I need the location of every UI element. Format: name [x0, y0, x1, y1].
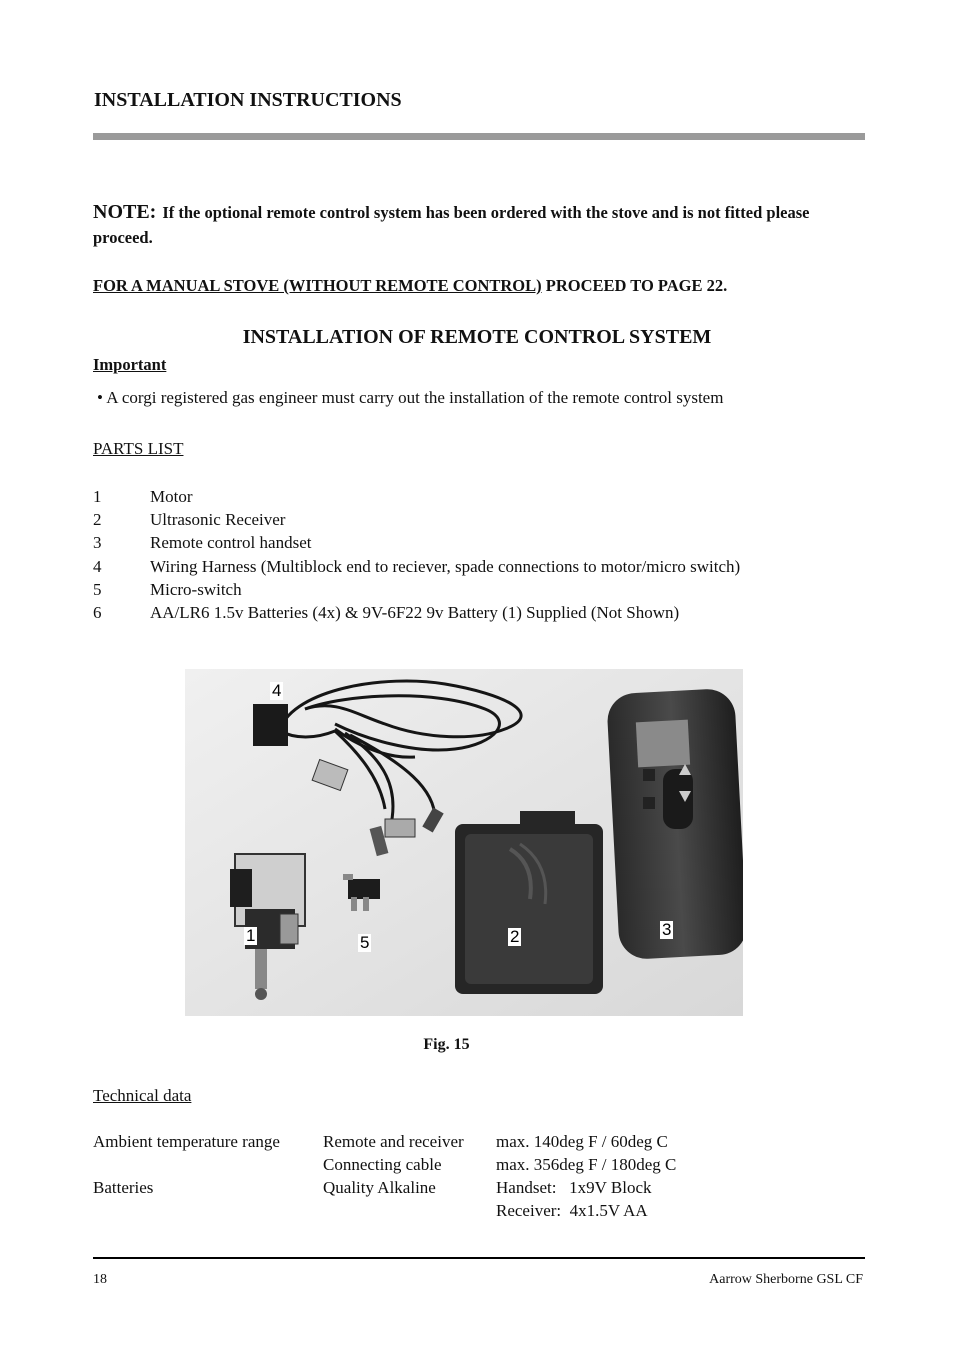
part-number: 3 [93, 533, 102, 553]
handset-auto-button [643, 769, 655, 781]
parts-list-item [93, 555, 740, 578]
part-number: 4 [93, 556, 102, 576]
tech-col-2: Connecting cable [323, 1155, 442, 1174]
important-bullet: • A corgi registered gas engineer must carry out the installation of the remote control system [97, 388, 724, 407]
tech-col-1: Ambient temperature range [93, 1132, 280, 1151]
photo-label-1: 1 [246, 926, 256, 945]
multiblock-connector [253, 704, 288, 746]
parts-list-heading: PARTS LIST [93, 439, 184, 458]
part-number: 5 [93, 579, 102, 599]
note-text: If the optional remote control system has been ordered with the stove and is not fitted please proceed. [93, 203, 810, 247]
tech-col-1: Batteries [93, 1178, 154, 1197]
part-label: Remote control handset [150, 533, 312, 553]
spade-connector [385, 819, 415, 837]
handset-timer-button [643, 797, 655, 809]
part-number: 6 [93, 602, 102, 622]
parts-list-item [93, 531, 740, 554]
header-divider [93, 133, 865, 140]
part-label: Ultrasonic Receiver [150, 510, 286, 530]
parts-photo [185, 669, 743, 1016]
page-number: 18 [93, 1272, 107, 1287]
photo-label-2: 2 [510, 927, 520, 946]
ultrasonic-receiver [455, 811, 603, 994]
technical-data-heading: Technical data [93, 1086, 192, 1105]
section-title: INSTALLATION OF REMOTE CONTROL SYSTEM [242, 326, 712, 348]
tech-col-2: Remote and receiver [323, 1132, 464, 1151]
part-number: 1 [93, 487, 102, 506]
handset-rocker-button [663, 769, 693, 829]
parts-list-item [93, 508, 740, 531]
tech-col-3: Handset: 1x9V Block [496, 1178, 652, 1197]
important-heading: Important [93, 355, 167, 374]
note-label: NOTE: [93, 201, 157, 223]
parts-list-item [93, 485, 740, 508]
manual-stove-underlined: FOR A MANUAL STOVE (WITHOUT REMOTE CONTROL) [93, 276, 542, 295]
document-name: Aarrow Sherborne GSL CF [709, 1272, 863, 1287]
footer-divider [93, 1257, 865, 1259]
part-label: AA/LR6 1.5v Batteries (4x) & 9V-6F22 9v Battery (1) Supplied (Not Shown) [150, 602, 680, 622]
tech-col-3: Receiver: 4x1.5V AA [496, 1201, 648, 1220]
handset-display [636, 720, 690, 768]
part-label: Wiring Harness (Multiblock end to reciever, spade connections to motor/micro switch) [150, 556, 741, 576]
part-label: Motor [150, 487, 193, 506]
photo-label-4: 4 [272, 681, 282, 700]
tech-col-3: max. 356deg F / 180deg C [496, 1155, 677, 1174]
parts-photo-illustration [185, 669, 743, 1016]
parts-list-item [93, 578, 740, 601]
manual-stove-instruction [93, 276, 727, 296]
part-number: 2 [93, 510, 102, 530]
remote-handset [606, 688, 743, 960]
parts-list-item [93, 601, 740, 624]
figure-caption: Fig. 15 [423, 1036, 470, 1053]
photo-label-3: 3 [662, 920, 672, 939]
page-header-title: INSTALLATION INSTRUCTIONS [94, 89, 402, 111]
parts-list [93, 485, 740, 624]
part-label: Micro-switch [150, 579, 242, 599]
note-paragraph [93, 200, 863, 250]
tech-col-3: max. 140deg F / 60deg C [496, 1132, 668, 1151]
photo-label-5: 5 [360, 933, 370, 952]
tech-col-2: Quality Alkaline [323, 1178, 436, 1197]
manual-stove-rest: PROCEED TO PAGE 22. [541, 276, 728, 295]
